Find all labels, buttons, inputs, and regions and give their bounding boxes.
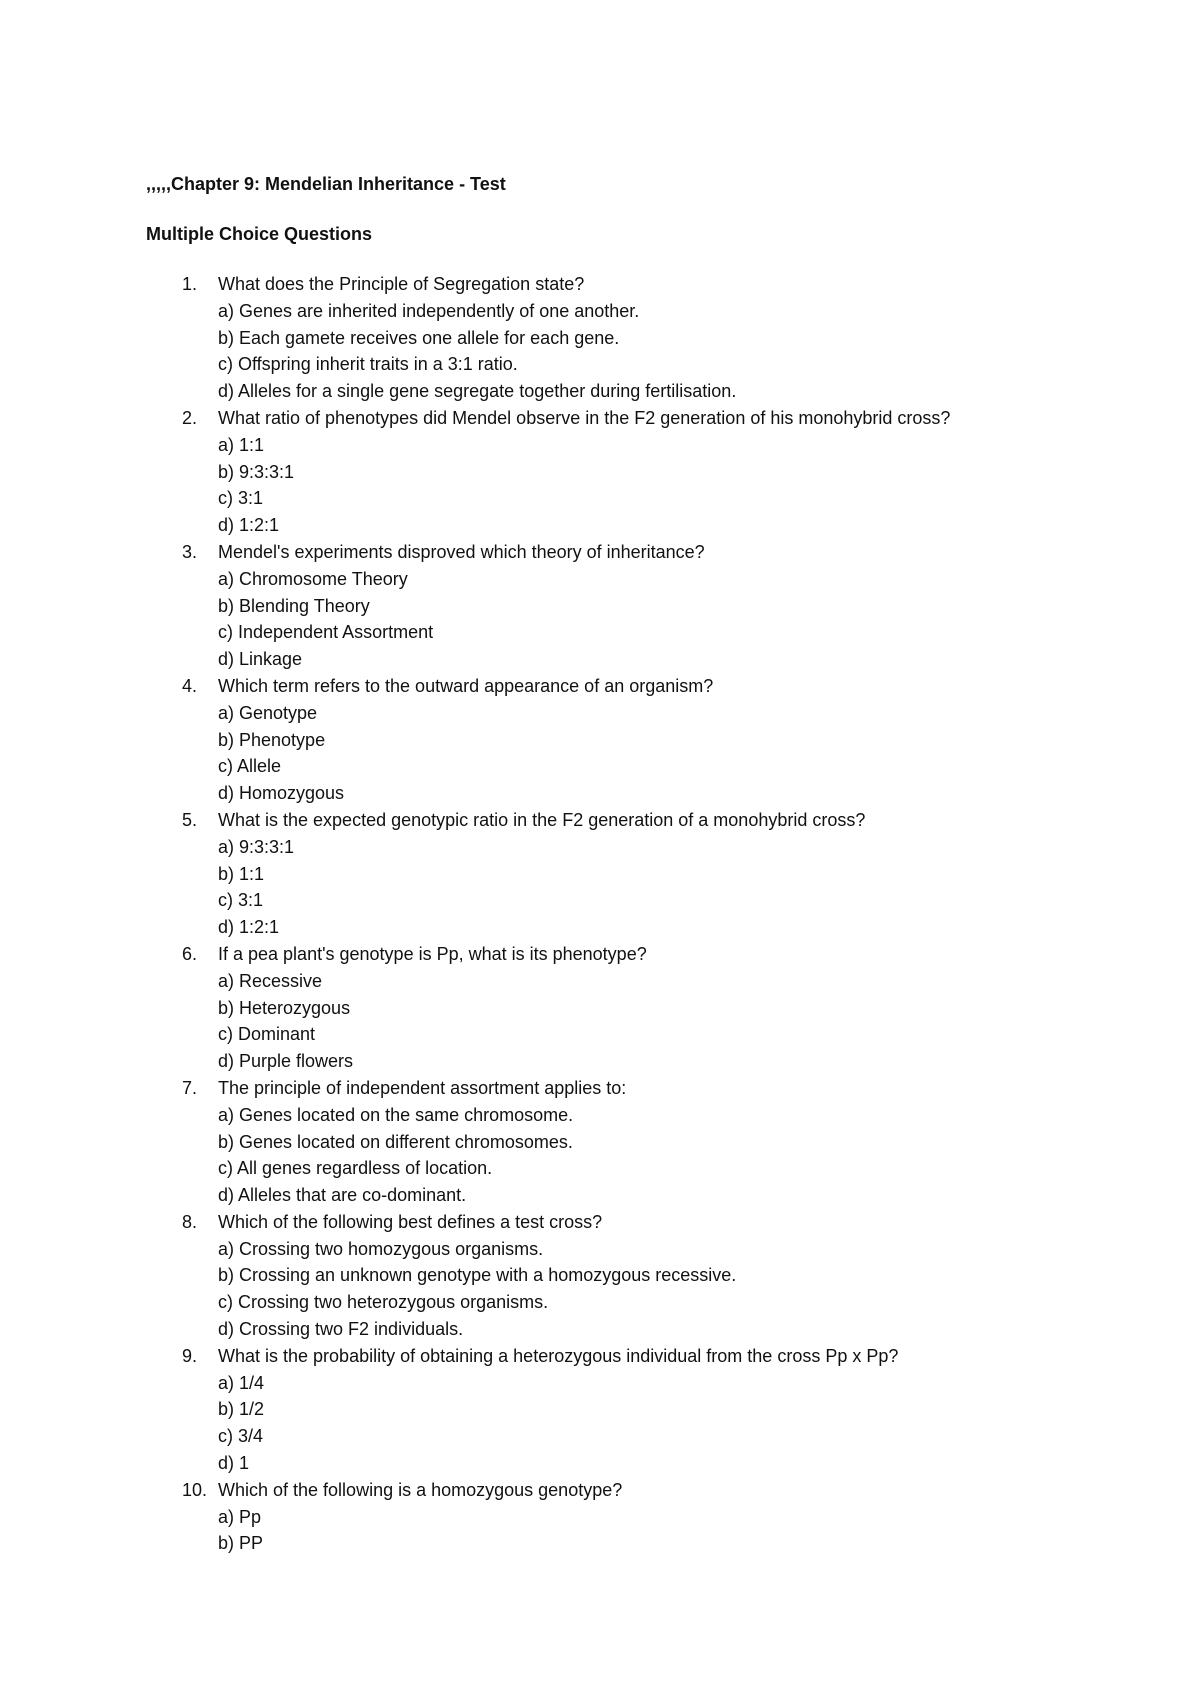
answer-option: d) Purple flowers (218, 1051, 354, 1072)
answer-option: c) 3:1 (218, 890, 264, 911)
question-item (146, 1209, 1146, 1343)
answer-option: a) 1/4 (218, 1372, 265, 1393)
question-text: Which term refers to the outward appearance of an organism? (218, 675, 714, 696)
answer-option: a) Crossing two homozygous organisms. (218, 1238, 544, 1259)
answer-option: c) Dominant (218, 1024, 316, 1045)
question-item (146, 271, 1146, 405)
question-number: 5. (182, 809, 198, 830)
question-number: 2. (182, 407, 198, 428)
answer-option: b) 9:3:3:1 (218, 461, 295, 482)
answer-option: b) Each gamete receives one allele for each gene. (218, 327, 620, 348)
question-item (146, 539, 1146, 673)
question-number: 6. (182, 943, 198, 964)
answer-option: d) Linkage (218, 649, 303, 670)
answer-option: c) Independent Assortment (218, 622, 434, 643)
answer-option: d) Alleles for a single gene segregate together during fertilisation. (218, 381, 737, 402)
answer-option: a) Chromosome Theory (218, 568, 408, 589)
answer-option: a) 9:3:3:1 (218, 836, 295, 857)
question-text: What ratio of phenotypes did Mendel observe in the F2 generation of his monohybrid cross? (218, 407, 951, 428)
question-text: What is the probability of obtaining a heterozygous individual from the cross Pp x Pp? (218, 1345, 899, 1366)
question-number: 8. (182, 1211, 198, 1232)
question-text: Mendel's experiments disproved which theory of inheritance? (218, 541, 705, 562)
answer-option: c) All genes regardless of location. (218, 1158, 493, 1179)
answer-option: c) Allele (218, 756, 282, 777)
question-text: Which of the following is a homozygous genotype? (218, 1479, 623, 1500)
question-item (146, 1343, 1146, 1477)
answer-option: d) Crossing two F2 individuals. (218, 1319, 464, 1340)
question-item (146, 405, 1146, 539)
answer-option: a) Recessive (218, 970, 323, 991)
answer-option: a) Genes are inherited independently of one another. (218, 300, 640, 321)
answer-option: c) Offspring inherit traits in a 3:1 ratio. (218, 354, 518, 375)
document-title: ,,,,,Chapter 9: Mendelian Inheritance - Test (146, 174, 506, 194)
question-text: Which of the following best defines a test cross? (218, 1211, 603, 1232)
answer-option: b) Heterozygous (218, 997, 351, 1018)
question-item (146, 807, 1146, 941)
question-number: 10. (182, 1479, 208, 1500)
question-text: What does the Principle of Segregation state? (218, 274, 585, 294)
question-number: 4. (182, 675, 198, 696)
document-content (146, 171, 1146, 1557)
answer-option: b) Crossing an unknown genotype with a homozygous recessive. (218, 1265, 737, 1286)
question-item (146, 1477, 1146, 1557)
answer-option: b) Blending Theory (218, 595, 370, 616)
question-text: What is the expected genotypic ratio in the F2 generation of a monohybrid cross? (218, 809, 866, 830)
answer-option: b) Phenotype (218, 729, 326, 750)
answer-option: a) Genes located on the same chromosome. (218, 1104, 574, 1125)
answer-option: d) 1:2:1 (218, 917, 280, 938)
answer-option: b) 1:1 (218, 863, 265, 884)
question-item (146, 1075, 1146, 1209)
answer-option: d) Homozygous (218, 783, 345, 804)
answer-option: d) 1 (218, 1453, 250, 1474)
question-list (146, 271, 1146, 1557)
answer-option: a) Pp (218, 1506, 262, 1527)
answer-option: d) Alleles that are co-dominant. (218, 1185, 467, 1206)
question-item (146, 673, 1146, 807)
answer-option: d) 1:2:1 (218, 515, 280, 536)
question-text: The principle of independent assortment applies to: (218, 1077, 627, 1098)
answer-option: a) Genotype (218, 702, 318, 723)
answer-option: b) Genes located on different chromosomes. (218, 1131, 573, 1152)
answer-option: a) 1:1 (218, 434, 265, 455)
section-heading: Multiple Choice Questions (146, 224, 373, 244)
question-text: If a pea plant's genotype is Pp, what is its phenotype? (218, 943, 647, 964)
question-number: 9. (182, 1345, 198, 1366)
question-number: 3. (182, 541, 198, 562)
answer-option: b) 1/2 (218, 1399, 265, 1420)
answer-option: b) PP (218, 1533, 264, 1554)
answer-option: c) Crossing two heterozygous organisms. (218, 1292, 549, 1313)
question-number: 7. (182, 1077, 198, 1098)
answer-option: c) 3/4 (218, 1426, 264, 1447)
question-number: 1. (182, 274, 198, 294)
question-item (146, 941, 1146, 1075)
answer-option: c) 3:1 (218, 488, 264, 509)
